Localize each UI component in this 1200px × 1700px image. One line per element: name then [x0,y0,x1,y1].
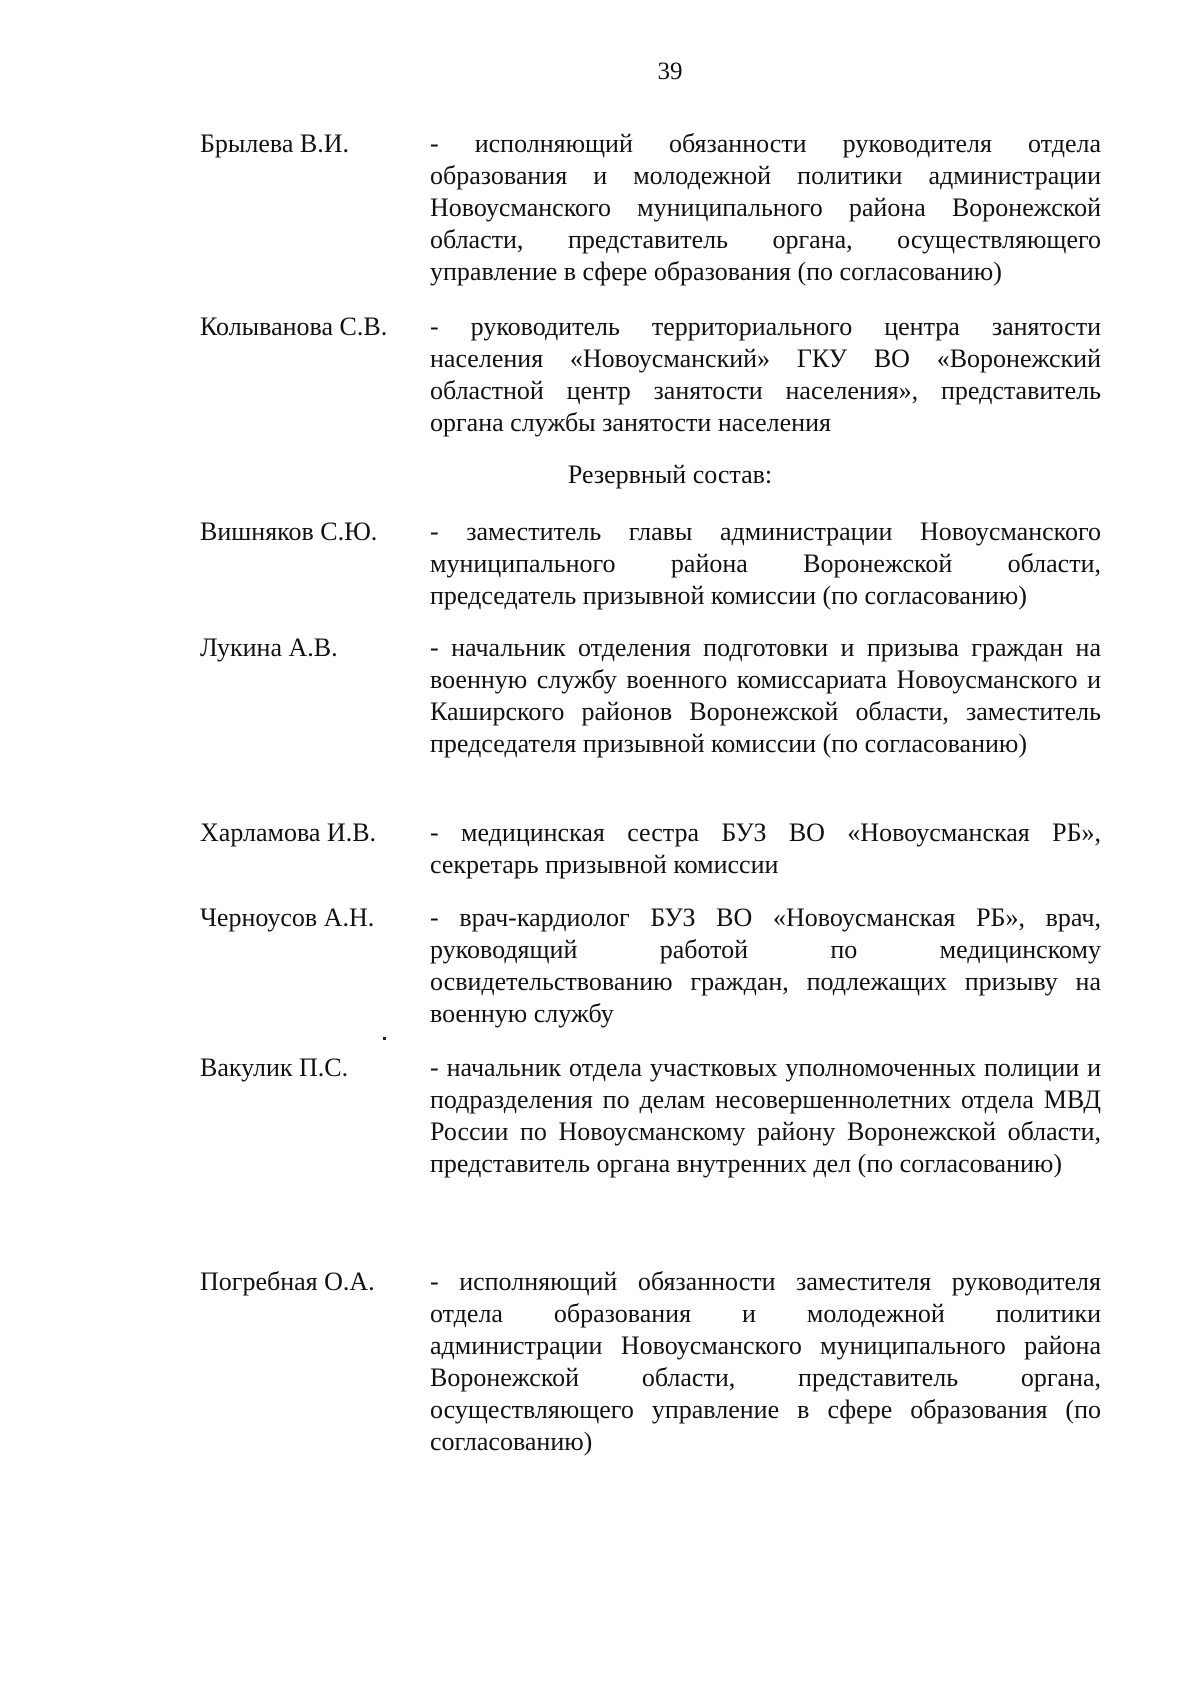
member-name: Лукина А.В. [200,633,338,662]
member-description: - начальник отделения подготовки и призыва граждан на военную службу военного комиссариата Новоусманского и Каширского районов Воронежской области, заместитель председателя призывной комиссии (по согласованию) [430,633,1101,758]
member-name: Вакулик П.С. [200,1053,349,1082]
member-entry [200,1266,1100,1458]
member-name: Погребная О.А. [200,1267,375,1296]
member-entry [200,516,1100,612]
member-entry [200,311,1100,439]
member-entry [200,128,1100,288]
member-entry [200,632,1100,760]
member-description: - медицинская сестра БУЗ ВО «Новоусманская РБ», секретарь призывной комиссии [430,818,1101,879]
member-name: Черноусов А.Н. [200,903,375,932]
member-entry [200,902,1100,1030]
member-description: - начальник отдела участковых уполномоченных полиции и подразделения по делам несовершеннолетних отдела МВД России по Новоусманскому району Воронежской области, представитель органа внутренних дел (по согласованию) [430,1053,1101,1178]
member-description: - руководитель территориального центра занятости населения «Новоусманский» ГКУ ВО «Воронежский областной центр занятости населения», представитель органа службы занятости населения [430,312,1101,437]
reserve-heading: Резервный состав: [567,460,773,489]
page-number: 39 [657,58,683,85]
member-entry [200,1052,1100,1180]
member-description: - врач-кардиолог БУЗ ВО «Новоусманская РБ», врач, руководящий работой по медицинскому освидетельствованию граждан, подлежащих призыву на военную службу [430,903,1101,1028]
member-name: Колыванова С.В. [200,312,388,341]
scan-artifact [383,1037,386,1040]
member-name: Вишняков С.Ю. [200,517,378,546]
member-name: Харламова И.В. [200,818,377,847]
member-description: - исполняющий обязанности руководителя отдела образования и молодежной политики администрации Новоусманского муниципального района Воронежской области, представитель органа, осуществляющего управление в сфере образования (по согласованию) [430,129,1101,286]
member-description: - заместитель главы администрации Новоусманского муниципального района Воронежской области, председатель призывной комиссии (по согласованию) [430,517,1101,610]
member-description: - исполняющий обязанности заместителя руководителя отдела образования и молодежной политики администрации Новоусманского муниципального района Воронежской области, представитель органа, осуществляющего управление в сфере образования (по согласованию) [430,1267,1101,1456]
member-name: Брылева В.И. [200,129,350,158]
member-entry [200,817,1100,881]
